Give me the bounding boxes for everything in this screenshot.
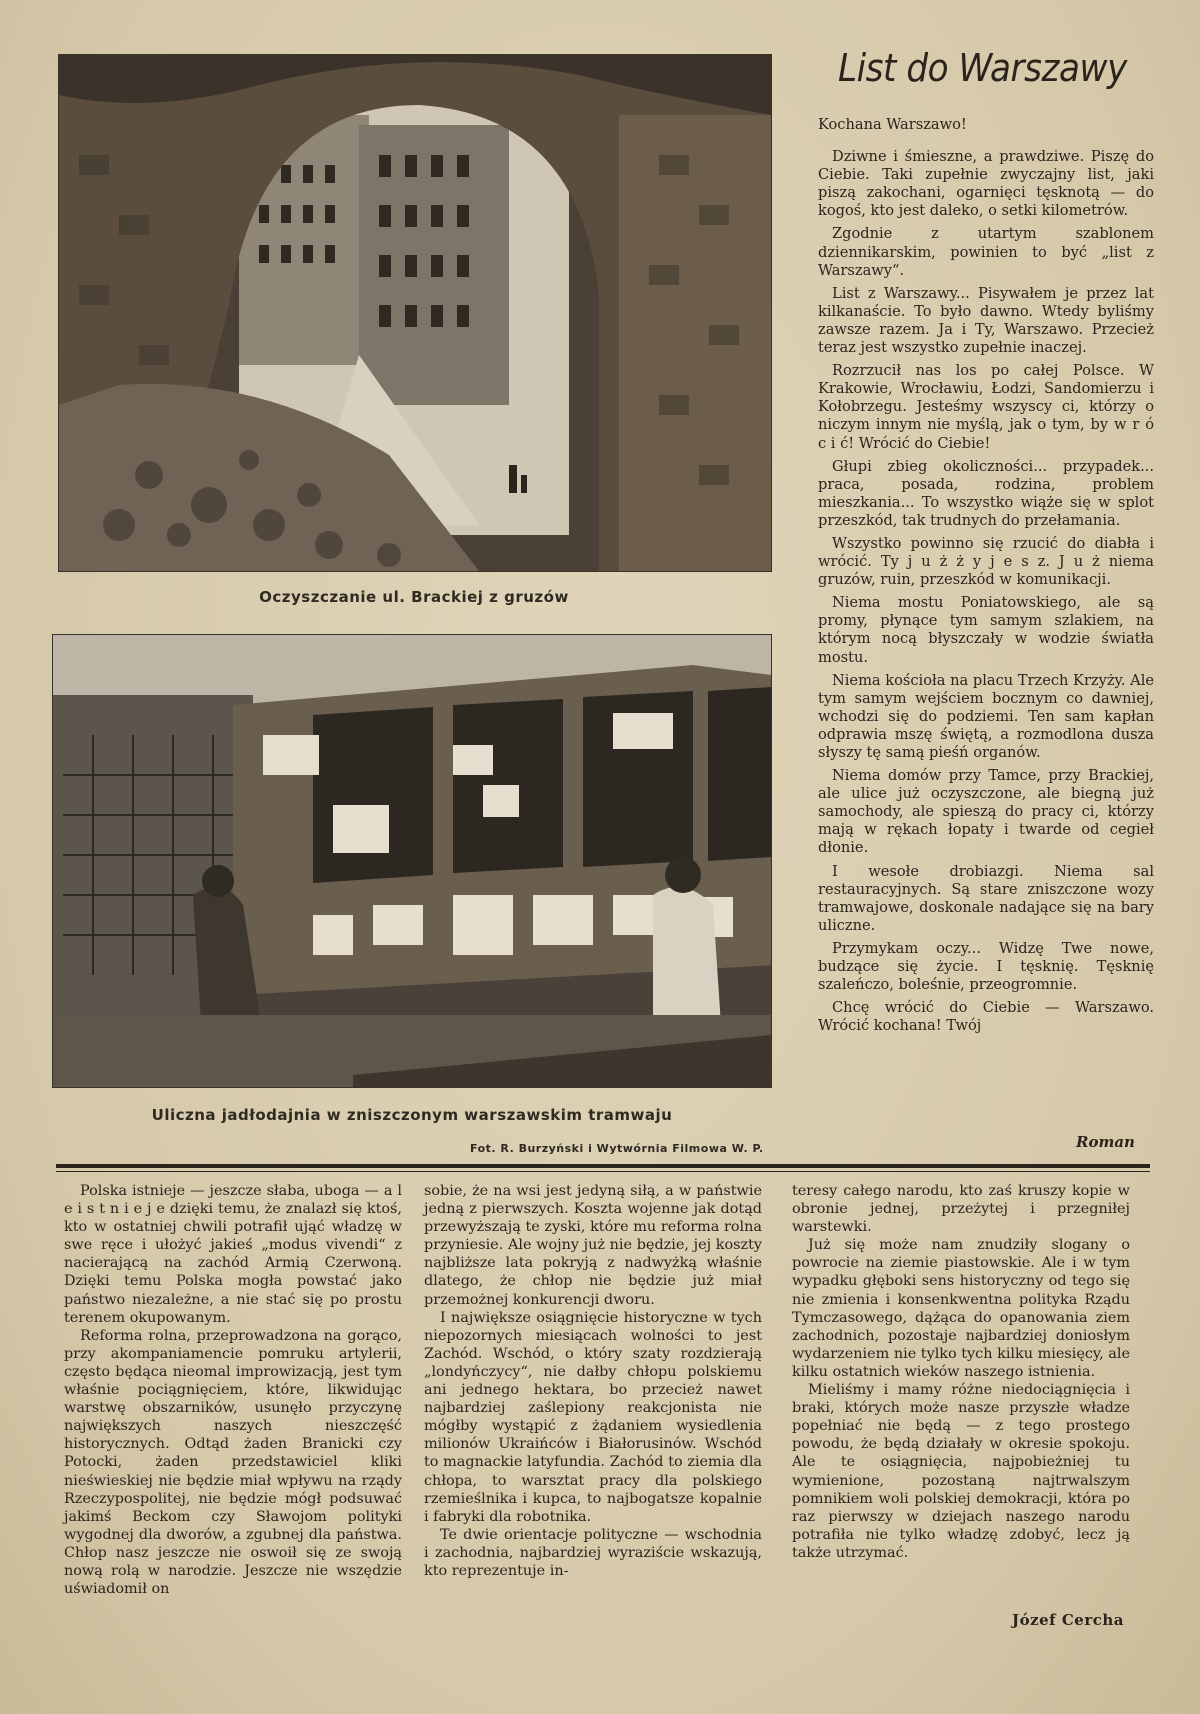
letter-signature: Roman — [1076, 1133, 1135, 1151]
article-column-3 — [792, 1182, 1130, 1562]
letter-paragraph: Zgodnie z utartym szablonem dziennikarskim, powinien to być „list z Warszawy“. — [818, 225, 1154, 279]
letter-paragraph: Niema domów przy Tamce, przy Brackiej, ale ulice już oczyszczone, ale biegną już samochody, ale spieszą do pracy ci, którzy mają w rękach łopaty i twarde od cegieł dłonie. — [818, 767, 1154, 857]
letter-paragraph: Dziwne i śmieszne, a prawdziwe. Piszę do Ciebie. Taki zupełnie zwyczajny list, jaki piszą zakochani, ogarnięci tęsknotą — do kogoś, kto jest daleko, o setki kilometrów. — [818, 148, 1154, 220]
letter-paragraph: I wesołe drobiazgi. Niema sal restauracyjnych. Są stare zniszczone wozy tramwajowe, doskonale nadające się na bary uliczne. — [818, 862, 1154, 934]
tram-canteen-photo-image — [53, 635, 771, 1087]
article-column-2 — [424, 1182, 762, 1580]
letter-paragraph: Chcę wrócić do Ciebie — Warszawo. Wrócić kochana! Twój — [818, 999, 1154, 1035]
letter-body — [818, 116, 1154, 1040]
letter-paragraph: Głupi zbieg okoliczności... przypadek... praca, posada, rodzina, problem mieszkania... To wszystko wiąże się w splot przeszkód, tak trudnych do przełamania. — [818, 457, 1154, 529]
photo-credit: Fot. R. Burzyński i Wytwórnia Filmowa W. P. — [470, 1142, 764, 1155]
ruined-arch-photo — [58, 54, 772, 572]
article-paragraph: Te dwie orientacje polityczne — wschodnia i zachodnia, najbardziej wyraziście wskazują, kto reprezentuje in- — [424, 1526, 762, 1579]
article-paragraph: teresy całego narodu, kto zaś kruszy kopie w obronie jednej, przeżytej i przegniłej warstewki. — [792, 1183, 1130, 1236]
letter-paragraph: Wszystko powinno się rzucić do diabła i wrócić. Ty j u ż ż y j e s z. J u ż niema gruzów, ruin, przeszkód w komunikacji. — [818, 534, 1154, 589]
letter-title: List do Warszawy — [838, 46, 1127, 90]
letter-paragraph: List z Warszawy... Pisywałem je przez lat kilkanaście. To było dawno. Wtedy byliśmy zawsze razem. Ja i Ty, Warszawo. Przecież teraz jest wszystko zupełnie inaczej. — [818, 284, 1154, 357]
article-paragraph: Reforma rolna, przeprowadzona na gorąco, przy akompaniamencie pomruku artylerii, często będąca nieomal improwizacją, jest tym właśnie pociągnięciem, które, likwidując warstwę obszarników, usunęło przyczynę największych naszych nieszczęść historycznych. Odtąd żaden Branicki czy Potocki, żaden przedstawiciel kliki nieświeskiej nie będzie miał wpływu na rządy Rzeczypospolitej, nie będzie mógł podsuwać jakimś Beckom czy Sławojom polityki wygodnej dla dworów, a zgubnej dla państwa. Chłop nasz jeszcze nie oswoił się ze swoją nową rolą w narodzie. Jeszcze nie wszędzie uświadomił on — [64, 1327, 402, 1598]
article-paragraph: sobie, że na wsi jest jedyną siłą, a w państwie jedną z pierwszych. Koszta wojenne jak dotąd przewyższają te zyski, które mu reforma rolna przyniesie. Ale wojny już nie będzie, jej koszty najbliższe lata pokryją z nadwyżką właśnie dlatego, że chłop nie będzie już miał przemożnej konkurencji dworu. — [424, 1183, 762, 1308]
bottom-photo-caption: Uliczna jadłodajnia w zniszczonym warszawskim tramwaju — [151, 1106, 673, 1124]
article-column-1 — [64, 1182, 402, 1598]
letter-greeting: Kochana Warszawo! — [818, 116, 967, 133]
article-paragraph: Już się może nam znudziły slogany o powrocie na ziemie piastowskie. Ale i w tym wypadku głęboki sens historyczny od tego się nie zmienia i konsenkwentna polityka Rządu Tymczasowego, dążąca do opanowania ziem zachodnich, pozostaje najbardziej doniosłym wydarzeniem nie tylko tych kilku miesięcy, ale kilku ostatnich wieków naszego istnienia. — [792, 1237, 1130, 1380]
section-divider-thin — [56, 1171, 1150, 1172]
article-paragraph: I największe osiągnięcie historyczne w tych niepozornych miesiącach wolności to jest Zachód. Wschód, o który szaty rozdzierają „londyńczycy“, nie dałby chłopu polskiemu ani jednego hektara, bo przecież nawet najbardziej zaślepiony reakcjonista nie mógłby wystąpić z żądaniem wysiedlenia milionów Ukraińców i Białorusinów. Wschód to magnackie latyfundia. Zachód to ziemia dla chłopa, to warsztat pracy dla polskiego rzemieślnika i kupca, to najbogatsze kopalnie i fabryki dla robotnika. — [424, 1309, 762, 1525]
article-author: Józef Cercha — [1012, 1611, 1124, 1629]
tram-canteen-photo — [52, 634, 772, 1088]
ruined-arch-photo-image — [59, 55, 771, 571]
letter-paragraph: Rozrzucił nas los po całej Polsce. W Krakowie, Wrocławiu, Łodzi, Sandomierzu i Kołobrzegu. Jesteśmy wszyscy ci, którzy o niczym innym nie myślą, jak o tym, by w r ó c i ć! Wrócić do Ciebie! — [818, 362, 1154, 452]
article-paragraph: Polska istnieje — jeszcze słaba, uboga — a l e i s t n i e j e dzięki temu, że znalazł się ktoś, kto w ostatniej chwili potrafił ująć władzę w swe ręce i ułożyć jakieś „modus vivendi“ z nacierającą na zachód Armią Czerwoną. Dzięki temu Polska mogła powstać jako państwo niezależne, a nie stać się po prostu terenem okupowanym. — [64, 1183, 402, 1326]
article-paragraph: Mieliśmy i mamy różne niedociągnięcia i braki, których może nasze przyszłe władze popełniać nie będą — z tego prostego powodu, że będą działały w okresie spokoju. Ale te osiągnięcia, najpobieżniej tu wymienione, pozostaną najtrwalszym pomnikiem woli polskiej demokracji, która po raz pierwszy w dziejach naszego narodu potrafiła nie tylko władzę zdobyć, lecz ją także utrzymać. — [792, 1382, 1130, 1561]
top-photo-caption: Oczyszczanie ul. Brackiej z gruzów — [259, 588, 569, 606]
section-divider — [56, 1164, 1150, 1168]
letter-paragraph: Niema kościoła na placu Trzech Krzyży. Ale tym samym wejściem bocznym co dawniej, wchodzi się do podziemi. Ten sam kapłan odprawia mszę świętą, a rozmodlona dusza słyszy tę samą pieśń organów. — [818, 671, 1154, 761]
letter-paragraph: Przymykam oczy... Widzę Twe nowe, budzące się życie. I tęsknię. Tęsknię szaleńczo, boleśnie, przeogromnie. — [818, 939, 1154, 994]
letter-paragraph: Niema mostu Poniatowskiego, ale są promy, płynące tym samym szlakiem, na którym nocą błyszczały w wodzie światła mostu. — [818, 594, 1154, 666]
